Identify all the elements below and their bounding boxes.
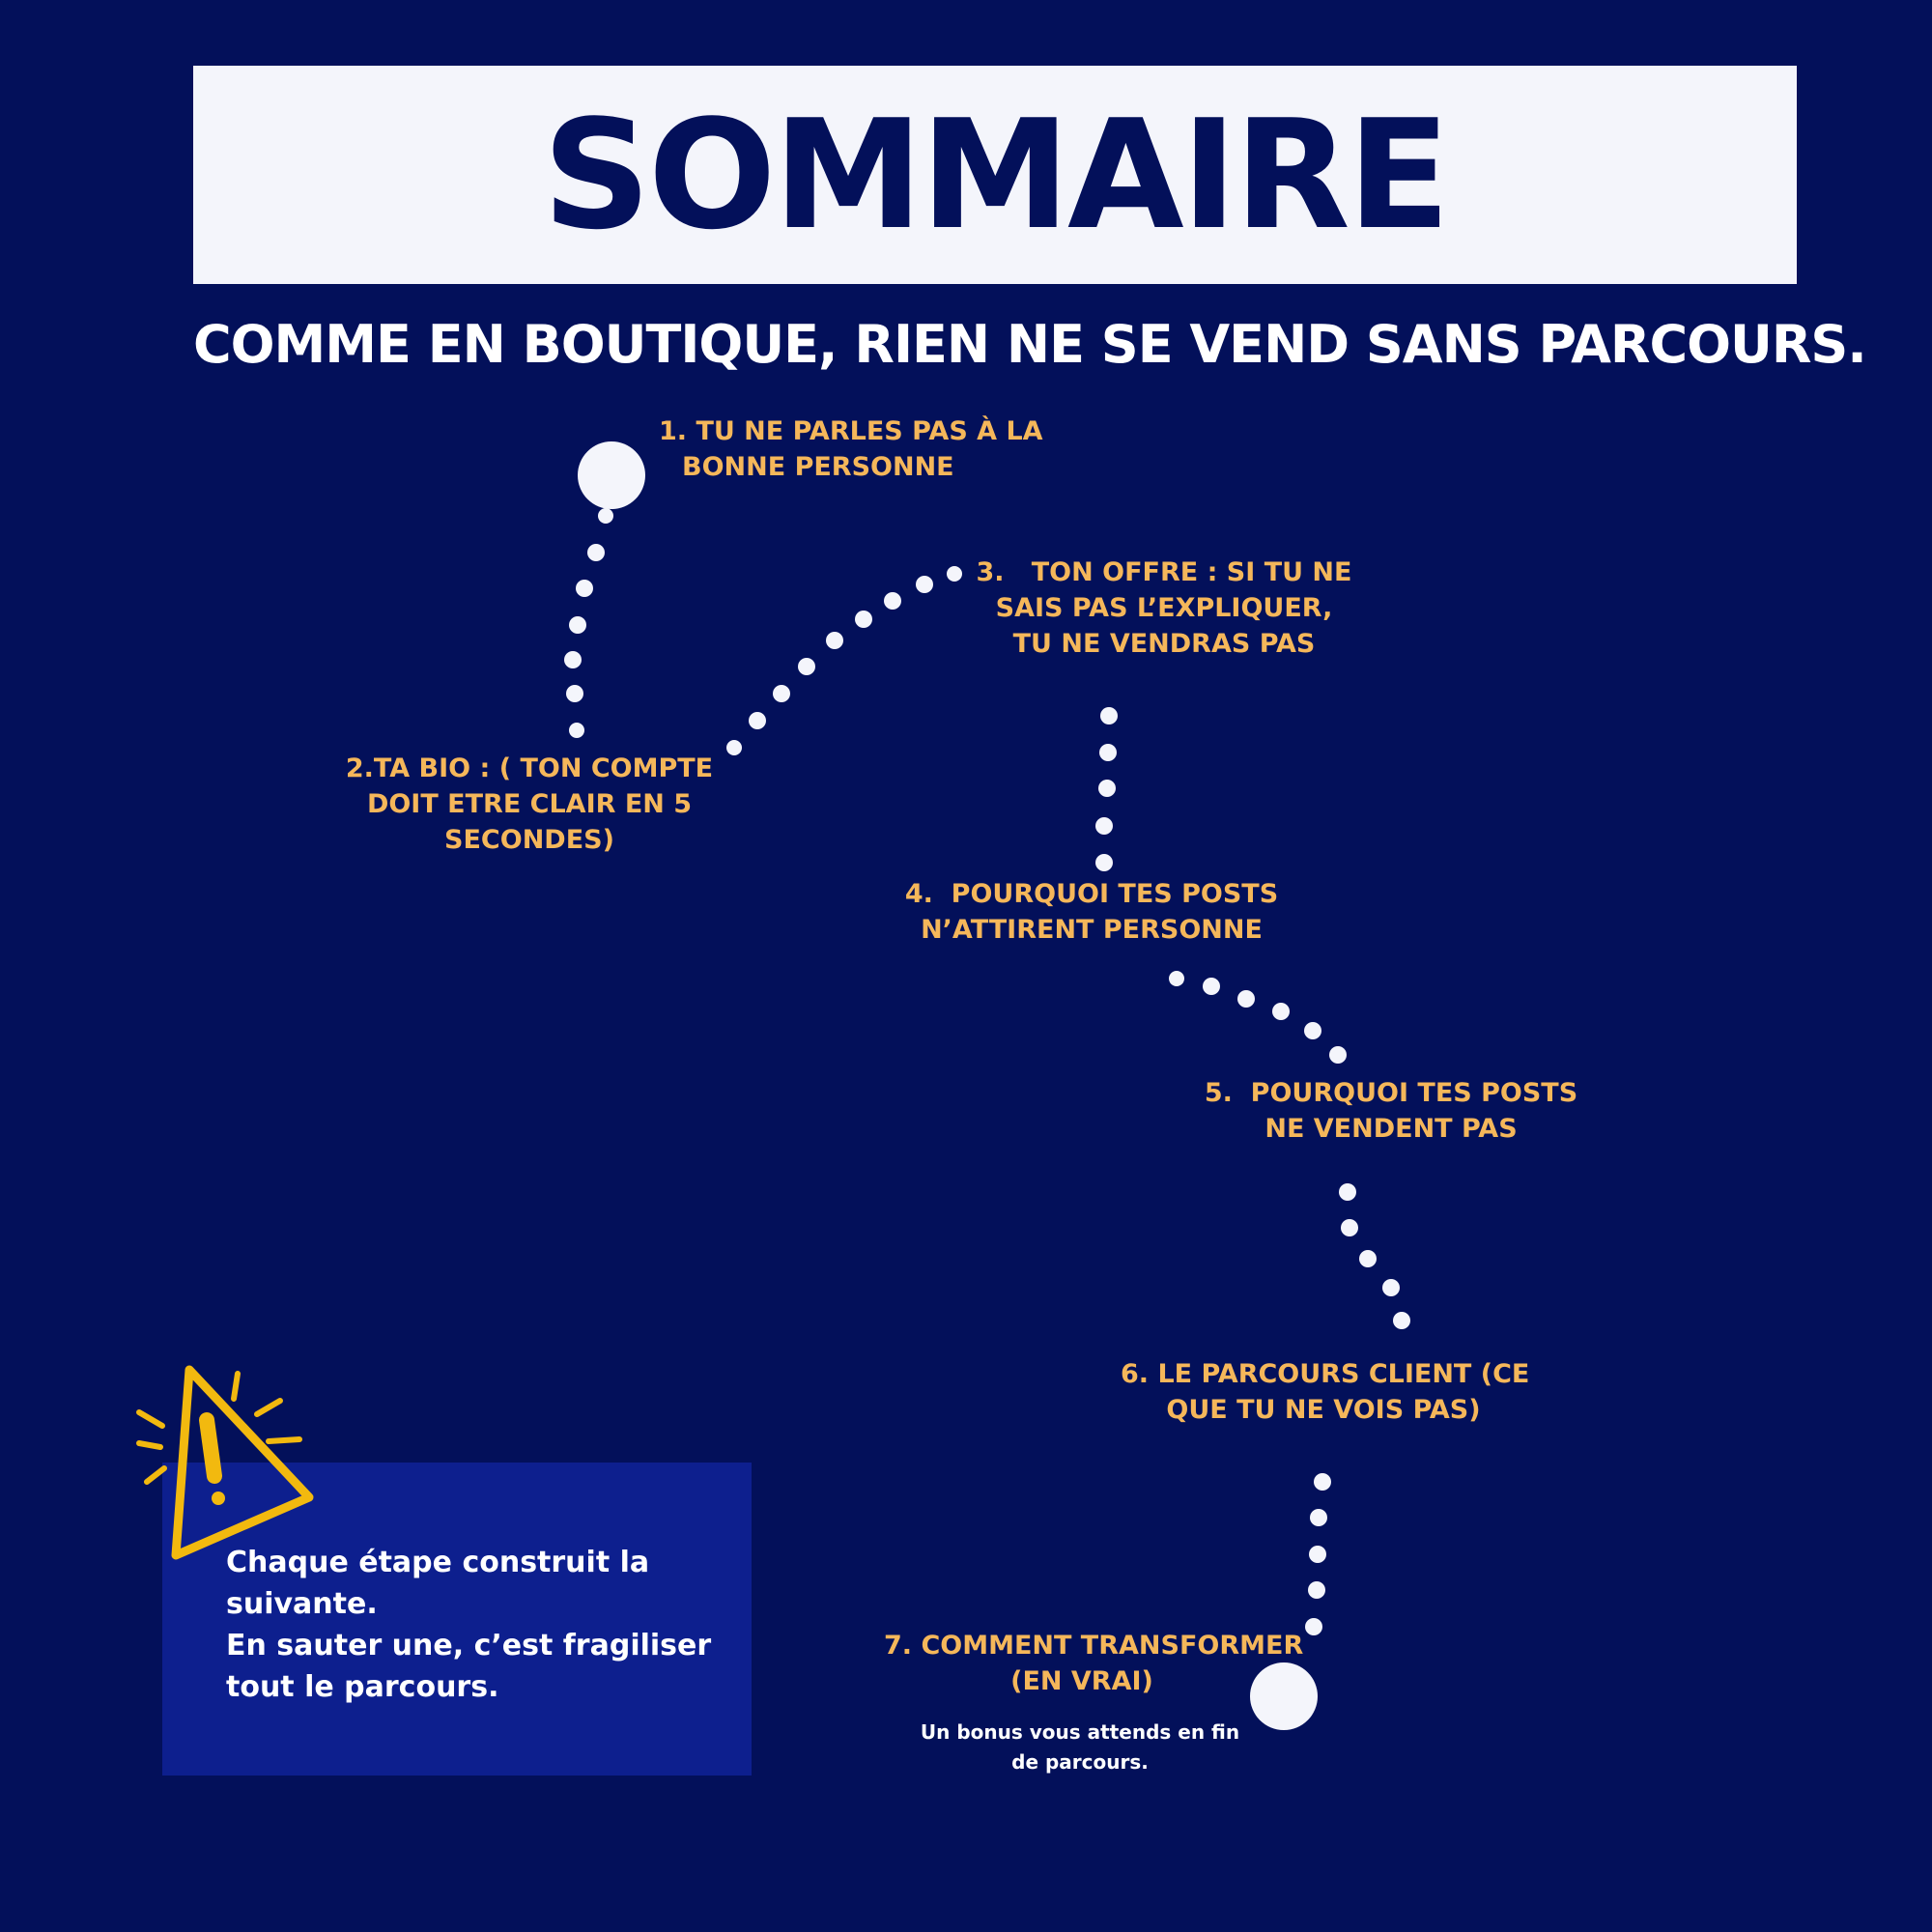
path-dot [1272,1003,1290,1020]
path-dot [916,576,933,593]
path-dot [1329,1046,1347,1064]
step-1-line: BONNE PERSONNE [682,452,954,482]
path-dot [1308,1581,1325,1599]
page-subtitle: COMME EN BOUTIQUE, RIEN NE SE VEND SANS PARCOURS. [193,314,1866,375]
path-dot [1382,1279,1400,1296]
callout-line: suivante. [226,1587,378,1621]
step-5 [1198,1075,1584,1147]
step-2-line: 2.TA BIO : ( TON COMPTE [345,753,714,783]
path-dot [855,611,872,628]
path-dot [726,740,742,755]
path-dot [1393,1312,1410,1329]
path-dot [947,566,962,582]
path-dot [1095,854,1113,871]
path-dot [1305,1618,1322,1635]
step-3-line: 3. TON OFFRE : SI TU NE [976,557,1352,587]
path-dot [564,651,582,668]
step-4 [898,876,1285,948]
path-dot [1203,978,1220,995]
path-dot [569,616,586,634]
path-dot [587,544,605,561]
path-dot [578,441,645,509]
path-dot [798,658,815,675]
callout-line: En sauter une, c’est fragiliser [226,1629,712,1662]
path-dot [1304,1022,1321,1039]
warning-icon [133,1362,327,1565]
path-dot [569,723,584,738]
path-dot [1098,780,1116,797]
page-title: SOMMAIRE [542,87,1448,263]
step-2 [336,751,723,858]
step-3-line: SAIS PAS L’EXPLIQUER, [995,593,1333,623]
path-dot [1314,1473,1331,1491]
path-dot [884,592,901,610]
step-2-line: SECONDES) [444,825,614,855]
step-3-line: TU NE VENDRAS PAS [1012,629,1316,659]
step-6-line: 6. LE PARCOURS CLIENT (CE [1121,1359,1530,1389]
path-dot [598,508,613,524]
step-7-line: (EN VRAI) [1010,1666,1153,1696]
step-5-line: NE VENDENT PAS [1264,1114,1518,1144]
callout-line: tout le parcours. [226,1670,499,1704]
path-dot [1359,1250,1377,1267]
path-dot [1341,1219,1358,1236]
step-6 [1121,1356,1530,1428]
callout-line: Chaque étape construit la [226,1546,650,1579]
path-dot [1095,817,1113,835]
path-dot [576,580,593,597]
path-dot [1310,1509,1327,1526]
path-dot [566,685,583,702]
path-dot [1237,990,1255,1008]
step-1-line: 1. TU NE PARLES PAS À LA [659,416,1043,446]
bonus-line: de parcours. [1011,1750,1149,1774]
path-dot [1339,1183,1356,1201]
step-1 [659,413,1043,485]
bonus-note [903,1718,1257,1777]
path-dot [1309,1546,1326,1563]
step-7-line: 7. COMMENT TRANSFORMER [884,1631,1304,1661]
path-dot [1099,744,1117,761]
step-2-line: DOIT ETRE CLAIR EN 5 [366,789,693,819]
step-3 [971,554,1357,662]
step-4-line: N’ATTIRENT PERSONNE [921,915,1263,945]
path-dot [773,685,790,702]
bonus-line: Un bonus vous attends en fin [920,1720,1240,1744]
path-dot [1169,971,1184,986]
callout-text [226,1542,711,1708]
step-5-line: 5. POURQUOI TES POSTS [1204,1078,1578,1108]
path-dot [1100,707,1118,724]
path-dot [749,712,766,729]
path-dot [826,632,843,649]
step-4-line: 4. POURQUOI TES POSTS [904,879,1279,909]
step-7 [884,1628,1304,1699]
step-6-line: QUE TU NE VOIS PAS) [1166,1395,1481,1425]
